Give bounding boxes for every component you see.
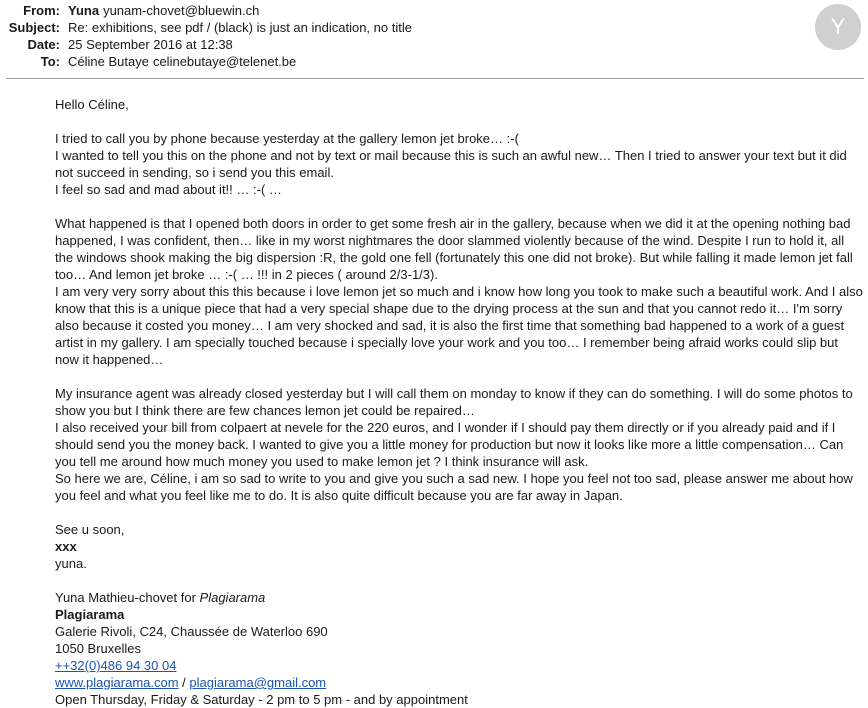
signature-line [55,589,863,606]
links-line [55,674,863,691]
header-divider [6,78,864,79]
date-value: 25 September 2016 at 12:38 [68,37,233,52]
sender-short-name: yuna. [55,556,87,571]
subject-label: Subject: [8,20,60,35]
to-value[interactable] [68,53,296,70]
address-line-1: Galerie Rivoli, C24, Chaussée de Waterloo 690 [55,624,328,639]
sender-email[interactable]: yunam-chovet@bluewin.ch [103,3,260,18]
from-value[interactable] [68,2,259,19]
paragraph-line: What happened is that I opened both doors in order to get some fresh air in the gallery, because when we did it at the opening nothing bad happened, I was confident, then… like in my worst nightmares the door slammed violently because of the wind. Despite I run to hold it, all the windows shook making the big dispersion :R, the gold one fell (fortunately this one did not broke). But while falling it made lemon jet fall too… And lemon jet broke … :-( … !!! in 2 pieces ( around 2/3-1/3). [55,216,853,282]
kisses: xxx [55,539,77,554]
address-line-2: 1050 Bruxelles [55,641,141,656]
subject-value: Re: exhibitions, see pdf / (black) is just an indication, no title [68,20,412,35]
paragraph-line: My insurance agent was already closed yesterday but I will call them on monday to know if they can do something. I will do some photos to show you but I think there are few chances lemon jet could be repaired… [55,386,853,418]
email-header [0,0,868,80]
email-link[interactable]: plagiarama@gmail.com [189,675,327,690]
paragraph-line: I tried to call you by phone because yesterday at the gallery lemon jet broke… :-( [55,131,519,146]
signature-prefix: Yuna Mathieu-chovet for [55,590,200,605]
phone-link[interactable]: ++32(0)486 94 30 04 [55,658,177,673]
paragraph-line: I am very very sorry about this this because i love lemon jet so much and i know how long you took to make such a beautiful work. And I also know that this is a unique piece that had a very special shape due to the drying process at the sun and that you cannot redo it… I'm sorry also because it costed you money… I am very shocked and sad, it is also the first time that something bad happened to a work of a guest artist in my gallery. I am specially touched because i specially love your work and you too… I remember being afraid works could slip but now it happened… [55,284,863,367]
signoff: See u soon, [55,522,125,537]
sender-name[interactable]: Yuna [68,3,100,18]
gallery-name: Plagiarama [55,607,125,622]
paragraph-line: I also received your bill from colpaert at nevele for the 220 euros, and I wonder if I should pay them directly or if you already paid and if I should send you the money back. I wanted to give you a little money for production but now it looks like more a little compensation… Can you tell me around how much money you used to make lemon jet ? I think insurance will ask. [55,420,844,469]
website-link[interactable]: www.plagiarama.com [55,675,179,690]
signature-gallery-italic: Plagiarama [199,590,266,605]
message-body [55,96,863,708]
to-label: To: [40,54,60,69]
from-label: From: [23,3,60,18]
opening-hours: Open Thursday, Friday & Saturday - 2 pm to 5 pm - and by appointment [55,692,468,707]
recipient-email[interactable]: celinebutaye@telenet.be [152,54,297,69]
recipient-name[interactable]: Céline Butaye [68,54,149,69]
date-label: Date: [27,37,60,52]
greeting: Hello Céline, [55,97,129,112]
paragraph-line: I feel so sad and mad about it!! … :-( … [55,182,282,197]
avatar: Y [815,4,861,50]
link-separator: / [178,675,190,690]
paragraph-line: So here we are, Céline, i am so sad to write to you and give you such a sad new. I hope you feel not too sad, please answer me about how you feel and what you feel like me to do. It is also quite difficult because you are far away in Japan. [55,471,853,503]
paragraph-line: I wanted to tell you this on the phone and not by text or mail because this is such an awful new… Then I tried to answer your text but it did not succeed in sending, so i send you this email. [55,148,847,180]
